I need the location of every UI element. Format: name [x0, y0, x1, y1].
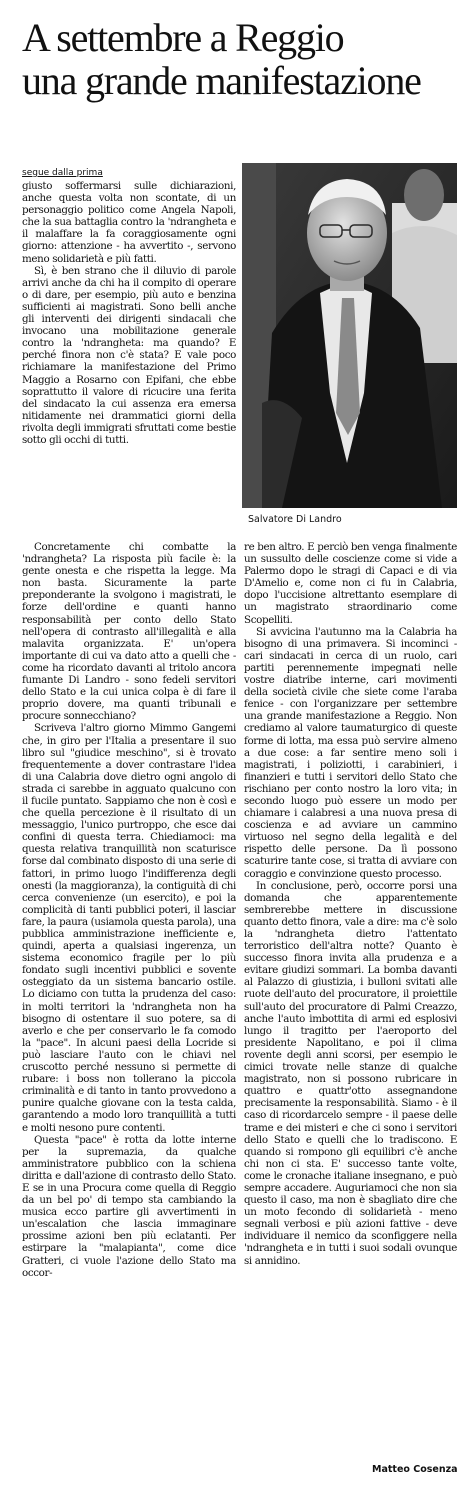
author-signature: Matteo Cosenza: [372, 1464, 458, 1475]
portrait-photo: [242, 163, 457, 508]
paragraph: Concretamente chi combatte la 'ndrangheta? La risposta più facile è: la gente onesta e che rispetta la legge. Ma non basta. Sicuramente la parte preponderante la svolgono i magistrati, le forze dell'ordine e quanti hanno responsabilità per conto dello Stato nell'opera di contrasto all'illegalità e alla malavita organizzata. E' un'opera importante di cui va dato atto a quelli che - come ha ricordato davanti al tritolo ancora fumante Di Landro - sono fedeli servitori dello Stato e la cui unica colpa è di fare il proprio dovere, ma quanti tribunali e procure sonnecchiano?: [22, 541, 236, 723]
paragraph: re ben altro. E perciò ben venga finalmente un sussulto delle coscienze come si vide a Palermo dopo le stragi di Capaci e di via D'Amelio e, come non ci fu in Calabria, dopo l'uccisione altrettanto esemplare di un magistrato straordinario come Scopelliti.: [244, 541, 457, 626]
portrait-photo-graphic: [242, 163, 457, 508]
paragraph: giusto soffermarsi sulle dichiarazioni, anche questa volta non scontate, di un personaggio politico come Angela Napoli, che la sua battaglia contro la 'ndrangheta e il malaffare la fa coraggiosamente ogni giorno: attenzione - ha avvertito -, servono meno solidarietà e più fatti.: [22, 180, 236, 265]
article-column-upper-left: [22, 180, 236, 540]
headline: [22, 16, 462, 102]
paragraph: Questa "pace" è rotta da lotte interne per la supremazia, da qualche amministratore pubblico con la schiena diritta e dall'azione di contrasto dello Stato. E se in una Procura come quella di Reggio da un bel po' di tempo sta cambiando la musica ecco partire gli avvertimenti in un'escalation che lascia immaginare prossime azioni ben più eclatanti. Per estirpare la "malapianta", come dice Gratteri, ci vuole l'azione dello Stato ma occor-: [22, 1133, 236, 1279]
article-column-lower-left: [22, 541, 236, 1485]
headline-line-2: una grande manifestazione: [22, 58, 421, 103]
paragraph: Scriveva l'altro giorno Mimmo Gangemi che, in giro per l'Italia a presentare il suo libro sul "giudice meschino", si è trovato frequentemente a dover contrastare l'idea di una Calabria dove dietro ogni angolo di strada ci sarebbe in agguato qualcuno con il fucile puntato. Sappiamo che non è così e che quella percezione è il risultato di un messaggio, l'unico purtroppo, che esce dai confini di questa terra. Chiediamoci: ma questa relativa tranquillità non scaturisce forse dal combinato disposto di una serie di fattori, in primo luogo l'indifferenza degli onesti (la maggioranza), la contiguità di chi cerca convenienze (un esercito), e poi la complicità di tanti pubblici poteri, il lasciar fare, la paura (usiamola questa parola), una pubblica amministrazione inefficiente e, quindi, aperta a qualsiasi ingerenza, un sistema economico fragile per lo più fondato sugli incentivi pubblici e sovente osteggiato da un sistema bancario ostile. Lo diciamo con tutta la prudenza del caso: in molti territori la 'ndrangheta non ha bisogno di ostentare il suo potere, sa di averlo e che per conservarlo le fa comodo la "pace". In alcuni paesi della Locride si può lasciare l'auto con le chiavi nel cruscotto perché nessuno si permette di rubare: i boss non tollerano la piccola criminalità e di tanto in tanto provvedono a punire qualche giovane con la testa calda, garantendo a modo loro tranquillità a tutti e molti nesono pure contenti.: [22, 722, 236, 1134]
paragraph: Si avvicina l'autunno ma la Calabria ha bisogno di una primavera. Si incominci - cari sindacati in cerca di un ruolo, cari partiti perennemente impegnati nelle vostre diatribe interne, cari movimenti della società civile che siete come l'araba fenice - con l'organizzare per settembre una grande manifestazione a Reggio. Non crediamo al valore taumaturgico di queste forme di lotta, ma essa può servire almeno a due cose: a far sentire meno soli i magistrati, i poliziotti, i carabinieri, i finanzieri e tutti i servitori dello Stato che rischiano per conto nostro la loro vita; in secondo luogo può essere un modo per chiamare i calabresi a una nuova presa di coscienza e ad avviare un cammino virtuoso nel segno della legalità e del rispetto delle persone. Da lì possono scaturire tante cose, si tratta di avviare con coraggio e convinzione questo processo.: [244, 625, 457, 880]
headline-line-1: A settembre a Reggio: [22, 15, 344, 60]
photo-caption: Salvatore Di Landro: [248, 514, 342, 525]
continuation-kicker: segue dalla prima: [22, 168, 103, 178]
article-column-lower-right: [244, 541, 457, 1459]
paragraph: Sì, è ben strano che il diluvio di parole arrivi anche da chi ha il compito di operare o di dare, per esempio, più auto e benzina sufficienti ai magistrati. Sono belli anche gli interventi dei dirigenti sindacali che invocano una mobilitazione generale contro la 'ndrangheta: ma quando? E perché finora non c'è stata? E vale poco richiamare la manifestazione del Primo Maggio a Rosarno con Epifani, che ebbe soprattutto il valore di ricucire una ferita del sindacato la cui assenza era emersa nitidamente nei drammatici giorni della rivolta degli immigrati sfruttati come bestie sotto gli occhi di tutti.: [22, 264, 236, 446]
paragraph: In conclusione, però, occorre porsi una domanda che apparentemente sembrerebbe mettere in discussione quanto detto finora, vale a dire: ma c'è solo la 'ndrangheta dietro l'attentato terroristico dell'altra notte? Quanto è successo finora invita alla prudenza e a evitare giudizi sommari. La bomba davanti al Palazzo di giustizia, i bulloni svitati alle ruote dell'auto del procuratore, il proiettile sull'auto del procuratore di Palmi Creazzo, anche l'auto imbottita di armi ed esplosivi lungo il tragitto per l'aeroporto del presidente Napolitano, e poi il clima rovente degli anni scorsi, per esempio le cimici trovate nelle stanze di qualche magistrato, non si possono rubricare in quattro e quattr'otto assegnandone precisamente la responsabilità. Siamo - è il caso di ricordarcelo sempre - il paese delle trame e dei misteri e che ci sono i servitori dello Stato e quelli che lo tradiscono. E quando si rompono gli equilibri c'è anche chi non ci sta. E' successo tante volte, come le cronache italiane insegnano, e può sempre accadere. Auguriamoci che non sia questo il caso, ma non è sbagliato dire che un moto fecondo di solidarietà - meno segnali verbosi e più azioni fattive - deve individuare il nemico da sconfiggere nella 'ndrangheta e in tutti i suoi sodali ovunque si annidino.: [244, 879, 457, 1267]
